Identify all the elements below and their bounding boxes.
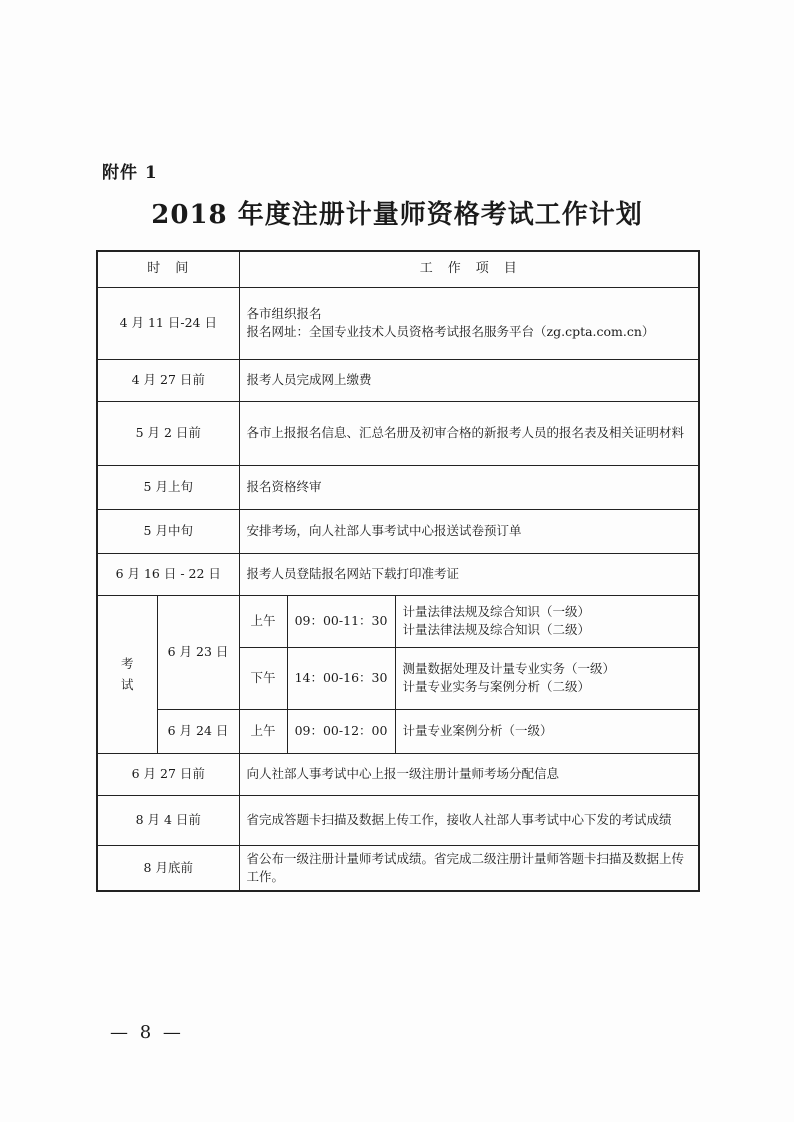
- exam-subjects: [395, 647, 699, 709]
- row-content: [239, 553, 699, 595]
- exam-subject: 计量专业案例分析（一级）: [402, 722, 553, 738]
- exam-period: 上午: [239, 595, 287, 647]
- row-line: 报名资格终审: [246, 478, 322, 494]
- exam-subject: 计量法律法规及综合知识（二级）: [402, 622, 591, 637]
- table-row: [97, 753, 699, 795]
- row-date: 4 月 27 日前: [97, 359, 239, 401]
- row-line: 各市组织报名: [246, 305, 322, 321]
- header-work-items: 工 作 项 目: [239, 251, 699, 287]
- table-row: [97, 401, 699, 465]
- row-date: 8 月 4 日前: [97, 795, 239, 845]
- exam-row-day1-morning: [97, 595, 699, 647]
- row-line: 省完成答题卡扫描及数据上传工作，接收人社部人事考试中心下发的考试成绩: [246, 811, 672, 827]
- table-row: [97, 287, 699, 359]
- table-row: [97, 509, 699, 553]
- row-content: [239, 795, 699, 845]
- row-date: 6 月 27 日前: [97, 753, 239, 795]
- exam-subjects: [395, 709, 699, 753]
- row-line: 省公布一级注册计量师考试成绩。省完成二级注册计量师答题卡扫描及数据上传工作。: [246, 850, 685, 884]
- exam-subjects: [395, 595, 699, 647]
- table-row: [97, 553, 699, 595]
- row-content: [239, 845, 699, 891]
- table-row: [97, 465, 699, 509]
- exam-period: 下午: [239, 647, 287, 709]
- row-content: [239, 465, 699, 509]
- row-line: 报考人员登陆报名网站下载打印准考证: [246, 565, 460, 581]
- table-header-row: [97, 251, 699, 287]
- work-plan-table: [96, 250, 700, 892]
- exam-label: 考 试: [97, 595, 157, 753]
- page-number: — 8 —: [110, 1022, 184, 1043]
- exam-day2-date: 6 月 24 日: [157, 709, 239, 753]
- row-content: [239, 753, 699, 795]
- row-date: 5 月 2 日前: [97, 401, 239, 465]
- row-line: 各市上报报名信息、汇总名册及初审合格的新报考人员的报名表及相关证明材料: [246, 424, 685, 440]
- attachment-label: 附件 1: [102, 163, 158, 183]
- exam-period: 上午: [239, 709, 287, 753]
- row-content: [239, 401, 699, 465]
- exam-time: 09：00-11：30: [287, 595, 395, 647]
- exam-time: 09：00-12：00: [287, 709, 395, 753]
- row-date: 8 月底前: [97, 845, 239, 891]
- exam-day1-date: 6 月 23 日: [157, 595, 239, 709]
- row-content: [239, 287, 699, 359]
- exam-subject: 计量专业实务与案例分析（二级）: [402, 679, 591, 694]
- exam-subject: 计量法律法规及综合知识（一级）: [402, 603, 591, 619]
- exam-subject: 测量数据处理及计量专业实务（一级）: [402, 660, 616, 676]
- row-date: 6 月 16 日 - 22 日: [97, 553, 239, 595]
- table-row: [97, 845, 699, 891]
- row-date: 5 月中旬: [97, 509, 239, 553]
- row-content: [239, 359, 699, 401]
- row-date: 5 月上旬: [97, 465, 239, 509]
- row-line: 向人社部人事考试中心上报一级注册计量师考场分配信息: [246, 765, 560, 781]
- exam-time: 14：00-16：30: [287, 647, 395, 709]
- table-row: [97, 359, 699, 401]
- row-date: 4 月 11 日-24 日: [97, 287, 239, 359]
- page-title: 2018 年度注册计量师资格考试工作计划: [151, 200, 643, 230]
- row-line: 报考人员完成网上缴费: [246, 371, 372, 387]
- row-line: 报名网址：全国专业技术人员资格考试报名服务平台（zg.cpta.com.cn）: [246, 324, 655, 339]
- row-content: [239, 509, 699, 553]
- table-row: [97, 795, 699, 845]
- exam-row-day2-morning: [97, 709, 699, 753]
- row-line: 安排考场，向人社部人事考试中心报送试卷预订单: [246, 522, 522, 538]
- header-time: 时 间: [97, 251, 239, 287]
